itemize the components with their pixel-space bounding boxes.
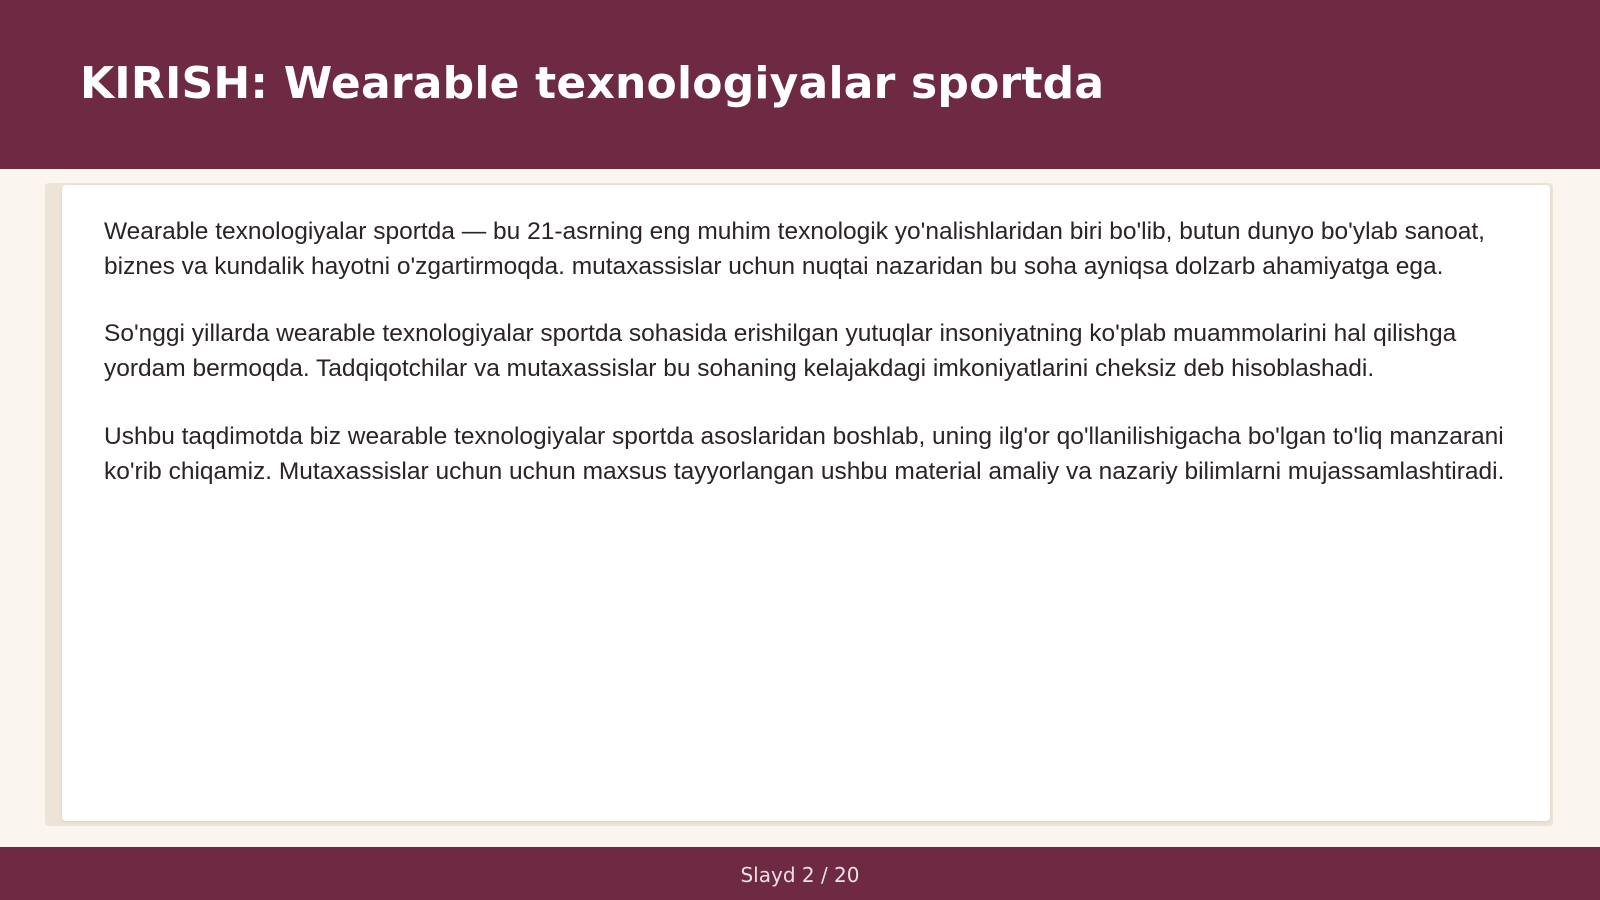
slide-title: KIRISH: Wearable texnologiyalar sportda (80, 58, 1105, 109)
slide-counter: Slayd 2 / 20 (740, 862, 860, 887)
slide-footer (0, 847, 1600, 900)
paragraph-intro: Wearable texnologiyalar sportda — bu 21-asrning eng muhim texnologik yo'nalishlaridan biri bo'lib, butun dunyo bo'ylab sanoat, biznes va kundalik hayotni o'zgartirmoqda. mutaxassislar uchun nuqtai nazaridan bu soha ayniqsa dolzarb ahamiyatga ega. (104, 218, 1485, 280)
content-card (62, 185, 1550, 821)
slide-header (0, 0, 1600, 169)
paragraph-overview: Ushbu taqdimotda biz wearable texnologiyalar sportda asoslaridan boshlab, uning ilg'or qo'llanilishigacha bo'lgan to'liq manzarani ko'rib chiqamiz. Mutaxassislar uchun uchun maxsus tayyorlangan ushbu material amaliy va nazariy bilimlarni mujassamlashtiradi. (104, 422, 1505, 485)
paragraph-achievements: So'nggi yillarda wearable texnologiyalar sportda sohasida erishilgan yutuqlar insoniyatning ko'plab muammolarini hal qilishga yordam bermoqda. Tadqiqotchilar va mutaxassislar bu sohaning kelajakdagi imkoniyatlarini cheksiz deb hisoblashadi. (104, 320, 1457, 383)
